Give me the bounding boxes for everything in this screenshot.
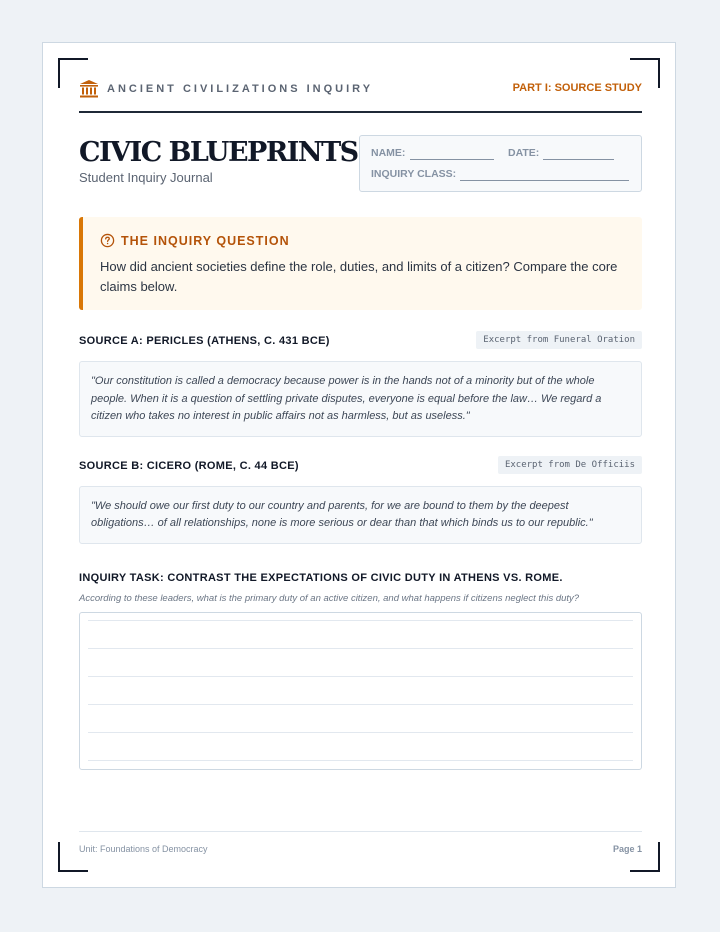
source-a-title: SOURCE A: PERICLES (ATHENS, C. 431 BCE) xyxy=(79,335,330,347)
name-label: NAME: xyxy=(371,147,406,159)
inquiry-question-callout xyxy=(79,217,642,310)
name-field[interactable] xyxy=(410,159,494,160)
page-header xyxy=(79,79,642,113)
answer-area[interactable] xyxy=(79,612,642,770)
inquiry-heading: THE INQUIRY QUESTION xyxy=(121,233,290,248)
task-title: INQUIRY TASK: CONTRAST THE EXPECTATIONS OF CIVIC DUTY IN ATHENS VS. ROME. xyxy=(79,571,563,584)
page-number: Page 1 xyxy=(612,844,642,854)
brand-title: ANCIENT CIVILIZATIONS INQUIRY xyxy=(107,83,374,95)
worksheet-page xyxy=(42,42,676,888)
answer-line xyxy=(88,760,633,761)
unit-label: Unit: Foundations of Democracy xyxy=(79,844,208,854)
page-title: CIVIC BLUEPRINTS xyxy=(79,137,358,168)
date-field[interactable] xyxy=(543,159,614,160)
brand xyxy=(79,79,373,99)
answer-line xyxy=(88,648,633,649)
source-b-quote: "We should owe our first duty to our country and parents, for we are bound to them by the deepest obligations… of all relationships, none is more serious or dear than that which binds us to our republic." xyxy=(79,486,642,544)
page-footer xyxy=(79,831,642,862)
page-subtitle: Student Inquiry Journal xyxy=(79,170,213,185)
columns-building-icon xyxy=(79,79,99,99)
inquiry-class-field[interactable] xyxy=(460,180,629,181)
inquiry-class-label: INQUIRY CLASS: xyxy=(371,168,457,180)
answer-line xyxy=(88,732,633,733)
source-b xyxy=(79,456,642,544)
answer-line xyxy=(88,620,633,621)
part-label: PART I: SOURCE STUDY xyxy=(512,82,642,94)
task-prompt: According to these leaders, what is the primary duty of an active citizen, and what happens if citizens neglect this duty? xyxy=(79,592,580,604)
source-b-tag: Excerpt from De Officiis xyxy=(498,456,642,474)
title-section xyxy=(79,137,642,217)
date-label: DATE: xyxy=(508,147,540,159)
answer-line xyxy=(88,676,633,677)
student-info-box xyxy=(359,135,642,192)
question-circle-icon xyxy=(100,233,115,248)
source-a-quote: "Our constitution is called a democracy because power is in the hands not of a minority but of the whole people. When it is a question of settling private disputes, everyone is equal before the law… We regard a citizen who takes no interest in public affairs not as harmless, but as useless." xyxy=(79,361,642,437)
source-b-title: SOURCE B: CICERO (ROME, C. 44 BCE) xyxy=(79,459,299,472)
source-a-tag: Excerpt from Funeral Oration xyxy=(476,331,642,349)
inquiry-question-text: How did ancient societies define the role, duties, and limits of a citizen? Compare the core claims below. xyxy=(100,259,618,294)
source-a xyxy=(79,331,642,437)
inquiry-task xyxy=(79,572,642,770)
answer-line xyxy=(88,704,633,705)
